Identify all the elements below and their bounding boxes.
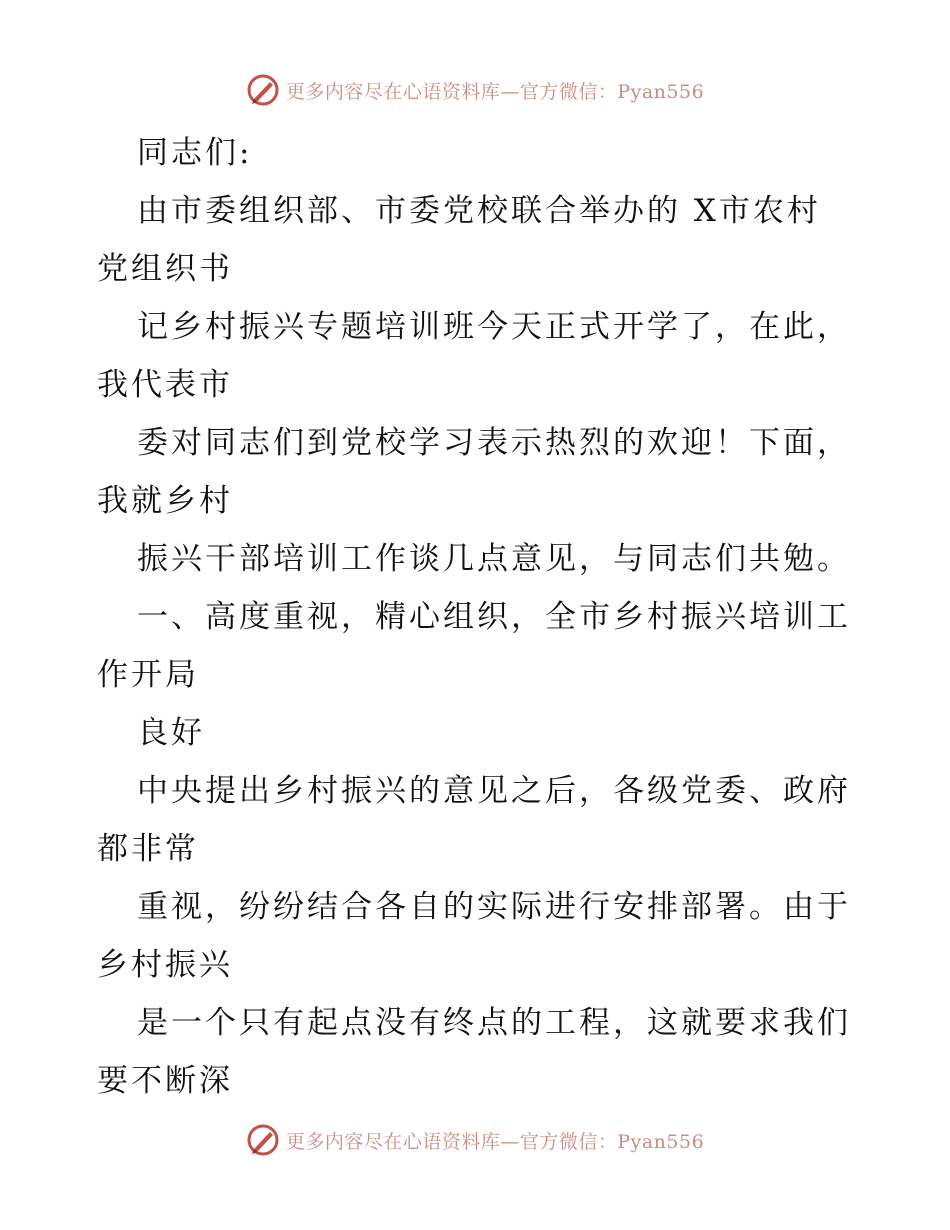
header-banner-text: 更多内容尽在心语资料库—官方微信：Pyan556: [285, 80, 705, 103]
text-line: 由市委组织部、市委党校联合举办的 X市农村: [137, 193, 821, 229]
heading-line: 作开局: [97, 657, 199, 693]
heading-line: 良好: [137, 715, 205, 751]
document-body: [97, 124, 857, 1110]
text-line: 要不断深: [97, 1063, 233, 1099]
text-line: 乡村振兴: [97, 947, 233, 983]
text-line: 委对同志们到党校学习表示热烈的欢迎！下面，: [137, 425, 851, 461]
text-line: 同志们:: [137, 135, 253, 171]
text-line: 都非常: [97, 831, 199, 867]
text-line: 记乡村振兴专题培训班今天正式开学了，在此，: [137, 309, 851, 345]
heading-line: 一、高度重视，精心组织，全市乡村振兴培训工: [137, 599, 851, 635]
text-line: 重视，纷纷结合各自的实际进行安排部署。由于: [137, 889, 851, 925]
text-line: 中央提出乡村振兴的意见之后，各级党委、政府: [137, 773, 851, 809]
text-line: 我代表市: [97, 367, 233, 403]
footer-banner: [0, 1120, 950, 1160]
pen-logo-icon: [246, 73, 280, 107]
pen-logo-icon: [246, 1123, 280, 1157]
text-line: 我就乡村: [97, 483, 233, 519]
text-line: 是一个只有起点没有终点的工程，这就要求我们: [137, 1005, 851, 1041]
footer-banner-text: 更多内容尽在心语资料库—官方微信：Pyan556: [285, 1130, 705, 1153]
text-line: 振兴干部培训工作谈几点意见，与同志们共勉。: [137, 541, 851, 577]
text-line: 党组织书: [97, 251, 233, 287]
header-banner: [0, 70, 950, 110]
